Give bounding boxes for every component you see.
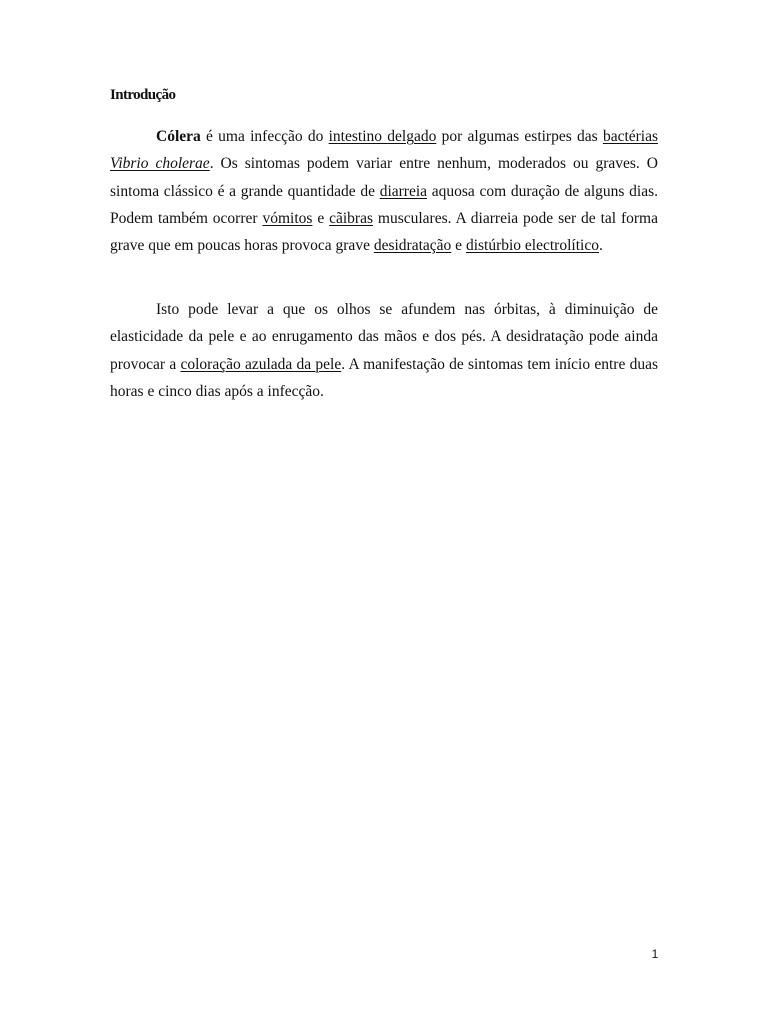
text-segment: Isto pode levar a que os olhos se afundem nas órbitas, à diminuição de elasticidade da pele e ao enrugamento das mãos e dos pés. A desidratação pode ainda provocar a: [110, 301, 658, 373]
link-caibras[interactable]: cãibras: [329, 209, 373, 227]
paragraph-symptoms: [110, 296, 658, 405]
text-segment: é uma infecção do: [200, 128, 329, 145]
text-segment: . A manifestação de sintomas tem início entre duas horas e cinco dias após a infecção.: [110, 355, 658, 400]
text-segment: e: [451, 237, 466, 255]
text-segment: . Os sintomas podem variar entre nenhum, moderados ou graves. O sintoma clássico é a grande quantidade de: [110, 155, 658, 200]
link-intestino-delgado[interactable]: intestino delgado: [328, 128, 437, 145]
section-heading: Introdução: [110, 87, 176, 103]
page-number: 1: [651, 947, 659, 961]
link-disturbio-electrolitico[interactable]: distúrbio electrolítico: [465, 237, 599, 255]
link-vibrio-cholerae[interactable]: Vibrio cholerae: [110, 155, 210, 173]
text-segment: musculares. A diarreia pode ser de tal forma grave que em poucas horas provoca grave: [110, 209, 658, 255]
link-diarreia[interactable]: diarreia: [379, 182, 428, 200]
link-desidratacao[interactable]: desidratação: [373, 237, 452, 255]
text-segment: e: [312, 209, 330, 227]
text-segment: .: [598, 237, 603, 255]
paragraph-intro: [110, 123, 658, 259]
term-colera: Cólera: [156, 128, 201, 145]
text-segment: por algumas estirpes das: [436, 128, 603, 145]
link-coloracao-azulada[interactable]: coloração azulada da pele: [180, 355, 342, 373]
text-segment: aquosa com duração de alguns dias. Podem também ocorrer: [110, 182, 658, 227]
link-bacterias[interactable]: bactérias: [602, 128, 659, 145]
link-vomitos[interactable]: vómitos: [262, 209, 313, 227]
